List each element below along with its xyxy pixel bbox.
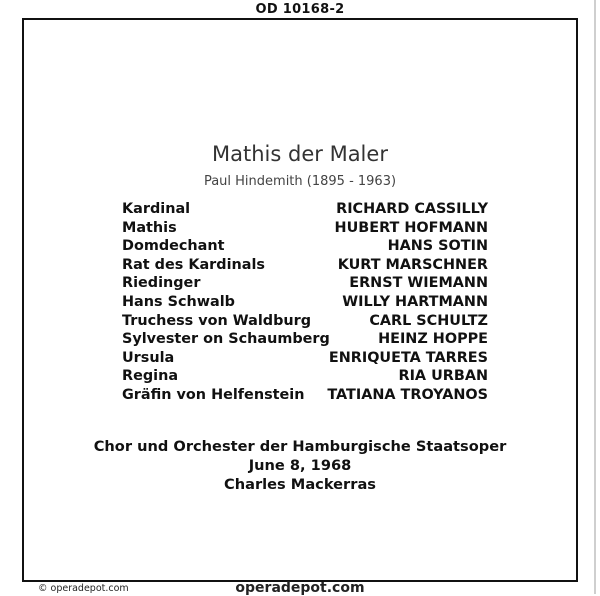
cast-singer: ERNST WIEMANN [349, 275, 488, 292]
conductor-line: Charles Mackerras [224, 476, 376, 493]
cast-row [122, 386, 488, 405]
cast-role: Ursula [122, 349, 175, 366]
cast-singer: TATIANA TROYANOS [327, 386, 488, 403]
cast-role: Hans Schwalb [122, 293, 235, 310]
cast-row [122, 330, 488, 349]
cast-row [122, 219, 488, 238]
cast-role: Kardinal [122, 201, 191, 217]
cast-row [122, 349, 488, 368]
cast-row [122, 200, 488, 219]
cast-role: Domdechant [122, 238, 225, 255]
cast-singer: ENRIQUETA TARRES [328, 349, 488, 366]
cast-role: Truchess von Waldburg [122, 312, 312, 329]
cast-singer: WILLY HARTMANN [342, 293, 488, 310]
opera-title: Mathis der Maler [212, 142, 388, 166]
cast-singer: KURT MARSCHNER [337, 256, 488, 273]
copyright-notice: © operadepot.com [38, 583, 129, 594]
catalog-number: OD 10168-2 [255, 2, 345, 17]
date-line: June 8, 1968 [248, 457, 352, 474]
cast-list [122, 200, 488, 405]
ensemble-line: Chor und Orchester der Hamburgische Staatsoper [93, 438, 507, 455]
cast-role: Sylvester on Schaumberg [122, 331, 330, 348]
site-name: operadepot.com [235, 580, 365, 596]
performance-credits [0, 437, 600, 494]
cast-row [122, 256, 488, 275]
cast-singer: RIA URBAN [398, 368, 488, 385]
composer-line: Paul Hindemith (1895 - 1963) [203, 174, 397, 189]
cast-row [122, 293, 488, 312]
cast-singer: CARL SCHULTZ [369, 312, 488, 329]
cast-singer: HEINZ HOPPE [378, 331, 488, 348]
cast-role: Regina [122, 368, 179, 385]
cast-row [122, 312, 488, 331]
cast-role: Gräfin von Helfenstein [122, 386, 305, 403]
cast-row [122, 237, 488, 256]
cast-row [122, 274, 488, 293]
cast-singer: RICHARD CASSILLY [336, 201, 488, 217]
cast-role: Riedinger [122, 275, 201, 292]
cast-row [122, 367, 488, 386]
cast-role: Mathis [122, 219, 177, 236]
page-edge [594, 0, 596, 594]
cast-singer: HANS SOTIN [387, 238, 488, 255]
cast-singer: HUBERT HOFMANN [334, 219, 488, 236]
cast-role: Rat des Kardinals [122, 256, 265, 273]
